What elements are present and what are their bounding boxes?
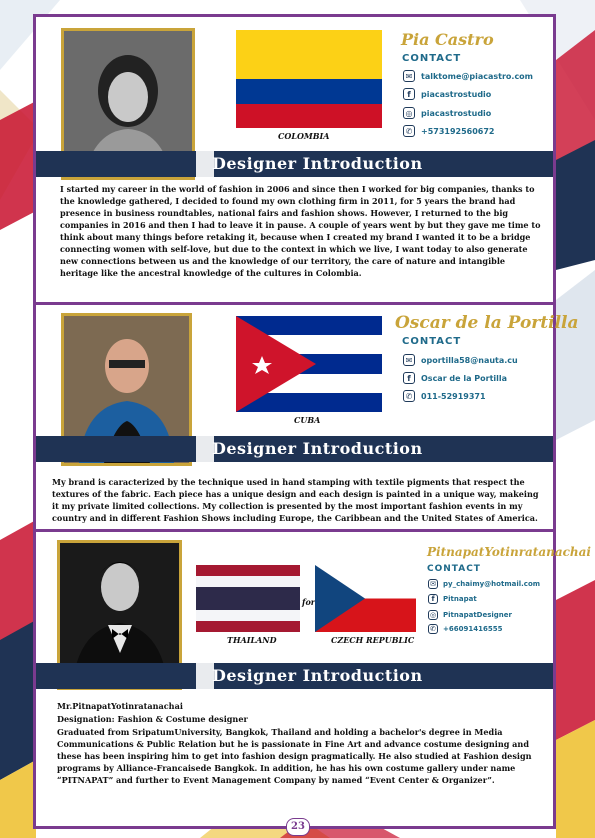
intro-name: Mr.PitnapatYotinratanachai — [57, 701, 183, 711]
contact-email[interactable] — [428, 579, 540, 589]
contact-text: piacastrostudio — [421, 89, 492, 99]
country-label: CUBA — [294, 415, 321, 425]
intro-text: My brand is caracterized by the technique used in hand stamping with textile pigments that respect the textures of the fabric. Each piece has a unique design and each design is painted in a unique way, makeing it my private limited collections. My collection is presented by the most important fashion events in my country and in different Fashion Shows including Europe, the Caribbean and the United States of America. — [52, 477, 539, 523]
contact-email[interactable] — [403, 354, 518, 366]
contact-heading: CONTACT — [402, 53, 462, 64]
designer-name: Pia Castro — [401, 30, 494, 49]
contact-text: oportilla58@nauta.cu — [421, 355, 518, 365]
facebook-icon: f — [403, 88, 415, 100]
country-label: THAILAND — [227, 635, 277, 645]
czech-flag — [315, 565, 416, 632]
facebook-icon: f — [403, 372, 415, 384]
contact-whatsapp[interactable] — [428, 624, 502, 634]
contact-instagram[interactable] — [428, 610, 512, 620]
intro-title: Designer Introduction — [212, 666, 423, 685]
designer-name: Oscar de la Portilla — [395, 313, 579, 333]
mail-icon: ✉ — [428, 579, 438, 589]
mail-icon: ✉ — [403, 354, 415, 366]
intro-banner — [36, 663, 553, 689]
cuba-flag — [236, 316, 382, 412]
contact-heading: CONTACT — [402, 336, 462, 347]
contact-text: Pitnapat — [443, 595, 477, 603]
intro-designation: Designation: Fashion & Costume designer — [57, 714, 248, 724]
instagram-icon: ◎ — [429, 611, 437, 619]
contact-facebook[interactable] — [428, 594, 477, 604]
country-label: COLOMBIA — [278, 131, 330, 141]
country-label: CZECH REPUBLIC — [331, 635, 415, 645]
contact-heading: CONTACT — [427, 564, 481, 574]
instagram-icon: ◎ — [403, 107, 415, 119]
contact-facebook[interactable] — [403, 88, 491, 100]
contact-text: PitnapatDesigner — [443, 611, 512, 619]
facebook-icon: f — [428, 594, 438, 604]
connector-label: for — [302, 597, 315, 607]
whatsapp-icon: ✆ — [403, 125, 415, 137]
intro-title: Designer Introduction — [212, 439, 423, 458]
contact-text: +573192560672 — [421, 126, 495, 136]
intro-banner — [36, 436, 553, 462]
page-number: 23 — [286, 818, 310, 836]
contact-text: py_chaimy@hotmail.com — [443, 580, 541, 588]
contact-text: Oscar de la Portilla — [421, 373, 508, 383]
intro-banner — [36, 151, 553, 177]
colombia-flag — [236, 30, 382, 128]
section-divider — [33, 302, 556, 305]
intro-title: Designer Introduction — [212, 154, 423, 173]
thailand-flag — [196, 565, 300, 632]
contact-whatsapp[interactable] — [403, 390, 486, 402]
section-divider — [33, 529, 556, 532]
contact-facebook[interactable] — [403, 372, 507, 384]
designer-name: PitnapatYotinratanachai — [427, 545, 591, 559]
intro-text: I started my career in the world of fashion in 2006 and since then I worked for big companies, thanks to the knowledge gathered, I decided to found my own clothing firm in 2011, for 5 years the brand had presence in business roundtables, national fairs and fashion shows. However, I returned to the big companies in 2016 and then I had to leave it in pause. A couple of years went by but they gave me time to think about many things before retaking it, because when I created my brand I wanted it to be a bridge connecting women with self-love, but due to the context in which we live, I want today to also generate new connections between us and the knowledge of our territory, the care of nature and intangible heritage like the ancestral knowledge of the cultures in Colombia. — [60, 184, 541, 278]
whatsapp-icon: ✆ — [403, 390, 415, 402]
contact-text: +66091416555 — [443, 625, 503, 633]
contact-text: piacastrostudio — [421, 108, 492, 118]
mail-icon: ✉ — [403, 70, 415, 82]
whatsapp-icon: ✆ — [428, 624, 438, 634]
contact-email[interactable] — [403, 70, 533, 82]
intro-text: Graduated from SripatumUniversity, Bangkok, Thailand and holding a bachelor's degree in Media Communications & Public Relation but he is passionate in Fine Art and advance costume designing and these has been inspiring him to get into fashion design pragmatically. He also studied at Fashion design programs by Alliance-Francaisede Bangkok. In addition, he has his own costume gallery under name “PITNAPAT” and further to Event Management Company by named “Event Center & Organizer”. — [57, 727, 532, 785]
contact-text: 011-52919371 — [421, 391, 486, 401]
contact-text: talktome@piacastro.com — [421, 71, 534, 81]
contact-whatsapp[interactable] — [403, 125, 495, 137]
contact-instagram[interactable] — [403, 107, 491, 119]
